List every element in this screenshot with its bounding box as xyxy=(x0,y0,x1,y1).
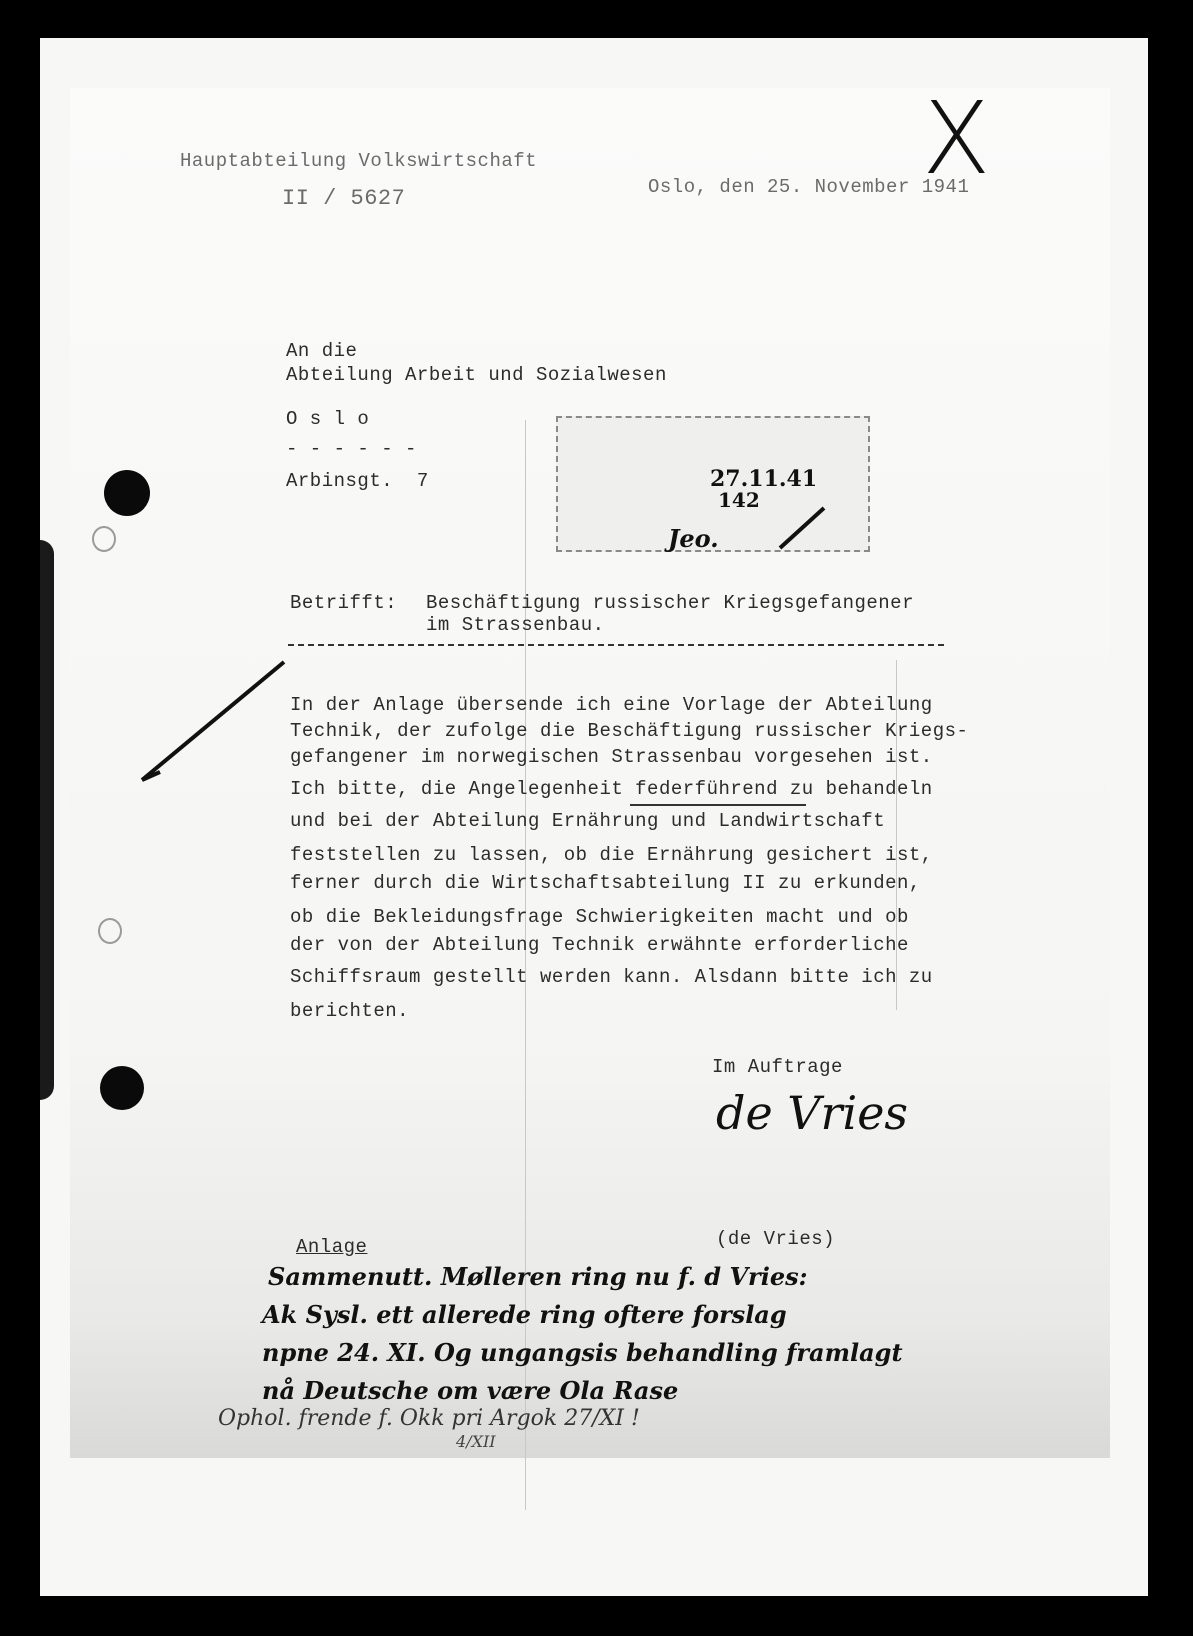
address-line-1: An die xyxy=(286,340,358,362)
stamp-initials: Jeo. xyxy=(668,524,719,553)
body-line: Ich bitte, die Angelegenheit federführend zu behandeln xyxy=(290,778,933,800)
signatory-name: (de Vries) xyxy=(716,1228,836,1250)
handwritten-note-footer-sub: 4/XII xyxy=(456,1432,496,1451)
body-line: der von der Abteilung Technik erwähnte erforderliche xyxy=(290,934,909,956)
body-line: und bei der Abteilung Ernährung und Landwirtschaft xyxy=(290,810,886,832)
subject-underline xyxy=(288,644,944,646)
subject-label: Betrifft: xyxy=(290,592,398,614)
address-city: O s l o xyxy=(286,408,370,430)
handwritten-note-line: Sammenutt. Mølleren ring nu f. d Vries: xyxy=(268,1262,808,1291)
address-city-underline: - - - - - - xyxy=(286,438,417,460)
handwritten-x-mark: X xyxy=(922,80,991,197)
address-line-2: Abteilung Arbeit und Sozialwesen xyxy=(286,364,667,386)
address-street: Arbinsgt. 7 xyxy=(286,470,429,492)
body-line: In der Anlage übersende ich eine Vorlage der Abteilung xyxy=(290,694,933,716)
body-line: berichten. xyxy=(290,1000,410,1022)
date-line: Oslo, den 25. November 1941 xyxy=(648,176,970,198)
body-line: Schiffsraum gestellt werden kann. Alsdann bitte ich zu xyxy=(290,966,933,988)
body-line: gefangener im norwegischen Strassenbau vorgesehen ist. xyxy=(290,746,933,768)
stamp-number: 142 xyxy=(718,488,760,512)
signature: de Vries xyxy=(716,1086,909,1140)
subject-line-1: Beschäftigung russischer Kriegsgefangener xyxy=(426,592,914,614)
body-line: feststellen zu lassen, ob die Ernährung gesichert ist, xyxy=(290,844,933,866)
handwritten-note-line: npne 24. XI. Og ungangsis behandling framlagt xyxy=(262,1338,903,1367)
federfuehrend-underline xyxy=(630,804,806,806)
handwritten-note-line: nå Deutsche om være Ola Rase xyxy=(262,1376,679,1405)
handwritten-note-footer: Ophol. frende f. Okk pri Argok 27/XI ! xyxy=(218,1406,640,1431)
stamp-date: 27.11.41 xyxy=(710,466,818,492)
department-heading: Hauptabteilung Volkswirtschaft xyxy=(180,150,538,172)
reference-number: II / 5627 xyxy=(282,186,406,211)
body-line: ob die Bekleidungsfrage Schwierigkeiten macht und ob xyxy=(290,906,909,928)
closing-line: Im Auftrage xyxy=(712,1056,843,1078)
handwritten-note-line: Ak Sysl. ett allerede ring oftere forslag xyxy=(262,1300,787,1329)
subject-line-2: im Strassenbau. xyxy=(426,614,605,636)
body-line: ferner durch die Wirtschaftsabteilung II zu erkunden, xyxy=(290,872,921,894)
enclosure-label: Anlage xyxy=(296,1236,368,1258)
body-line: Technik, der zufolge die Beschäftigung russischer Kriegs- xyxy=(290,720,969,742)
